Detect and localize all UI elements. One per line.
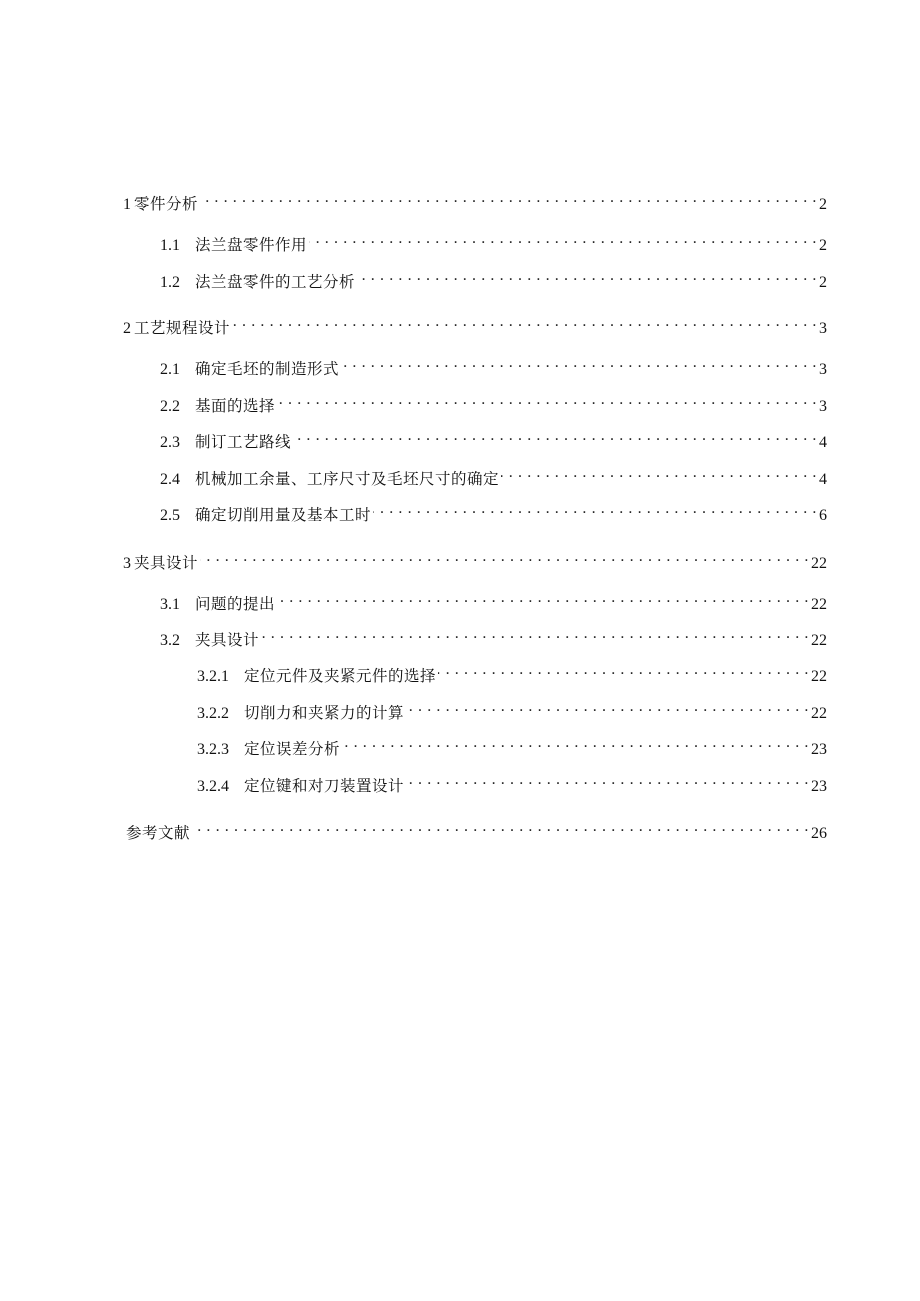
toc-entry-page: 2 <box>819 237 827 254</box>
toc-entry-title: 工艺规程设计 <box>134 319 231 337</box>
toc-entry-page: 23 <box>811 778 827 795</box>
toc-entry-page: 22 <box>811 632 827 649</box>
toc-entry-page: 4 <box>819 434 827 451</box>
toc-entry[interactable] <box>160 462 827 488</box>
toc-entry[interactable] <box>160 587 827 613</box>
toc-entry-page: 26 <box>811 825 827 842</box>
toc-entry-number: 3.1 <box>160 596 180 613</box>
toc-entry-page: 4 <box>819 471 827 488</box>
toc-entry-number: 1 <box>123 196 131 213</box>
toc-entry-number: 3.2.2 <box>197 705 229 722</box>
toc-dot-leader <box>406 696 809 718</box>
toc-dot-leader <box>277 587 809 609</box>
toc-dot-leader <box>200 546 809 568</box>
toc-dot-leader <box>438 659 809 681</box>
toc-dot-leader <box>261 623 809 645</box>
toc-entry[interactable] <box>160 498 827 524</box>
toc-entry-number: 1.2 <box>160 274 180 291</box>
toc-entry-number: 3.2.3 <box>197 741 229 758</box>
toc-entry-title: 零件分析 <box>134 195 199 213</box>
toc-entry[interactable] <box>123 816 827 842</box>
toc-entry-title: 法兰盘零件作用 <box>195 236 308 254</box>
toc-dot-leader <box>192 816 809 838</box>
toc-entry[interactable] <box>123 546 827 572</box>
toc-entry-page: 6 <box>819 507 827 524</box>
toc-dot-leader <box>357 265 817 287</box>
toc-entry-page: 3 <box>819 320 827 337</box>
toc-entry-number: 2.5 <box>160 507 180 524</box>
toc-entry-page: 23 <box>811 741 827 758</box>
toc-entry[interactable] <box>160 352 827 378</box>
toc-dot-leader <box>342 732 809 754</box>
toc-dot-leader <box>277 389 817 411</box>
toc-entry-page: 3 <box>819 398 827 415</box>
toc-entry[interactable] <box>197 769 827 795</box>
toc-dot-leader <box>200 187 817 209</box>
toc-entry[interactable] <box>160 425 827 451</box>
toc-dot-leader <box>406 769 809 791</box>
toc-dot-leader <box>293 425 817 447</box>
toc-entry-title: 基面的选择 <box>195 397 276 415</box>
toc-entry-page: 2 <box>819 274 827 291</box>
toc-entry-title: 夹具设计 <box>134 554 199 572</box>
toc-entry-page: 22 <box>811 668 827 685</box>
toc-entry-title: 机械加工余量、工序尺寸及毛坯尺寸的确定 <box>195 470 500 488</box>
toc-entry-page: 22 <box>811 555 827 572</box>
toc-entry[interactable] <box>160 228 827 254</box>
toc-dot-leader <box>373 498 817 520</box>
toc-entry-number: 2.2 <box>160 398 180 415</box>
toc-entry-number: 2.3 <box>160 434 180 451</box>
toc-entry-title: 问题的提出 <box>195 595 276 613</box>
toc-entry-page: 22 <box>811 596 827 613</box>
toc-entry-title: 确定切削用量及基本工时 <box>195 506 372 524</box>
toc-dot-leader <box>309 228 817 250</box>
toc-entry-page: 3 <box>819 361 827 378</box>
toc-dot-leader <box>232 311 817 333</box>
toc-entry-title: 夹具设计 <box>195 631 260 649</box>
toc-entry-number: 3.2.4 <box>197 778 229 795</box>
toc-entry-number: 3 <box>123 555 131 572</box>
toc-entry-title: 定位元件及夹紧元件的选择 <box>244 667 437 685</box>
toc-entry-number: 2 <box>123 320 131 337</box>
toc-entry[interactable] <box>197 659 827 685</box>
toc-entry-number: 1.1 <box>160 237 180 254</box>
toc-entry-title: 制订工艺路线 <box>195 433 292 451</box>
toc-entry-page: 22 <box>811 705 827 722</box>
toc-entry[interactable] <box>160 623 827 649</box>
toc-entry[interactable] <box>197 696 827 722</box>
toc-dot-leader <box>341 352 817 374</box>
toc-entry[interactable] <box>160 389 827 415</box>
toc-entry-number: 3.2.1 <box>197 668 229 685</box>
toc-entry-number: 2.1 <box>160 361 180 378</box>
toc-entry-number: 3.2 <box>160 632 180 649</box>
toc-entry-number: 2.4 <box>160 471 180 488</box>
toc-entry-title: 参考文献 <box>126 824 191 842</box>
toc-entry-title: 定位键和对刀装置设计 <box>244 777 405 795</box>
toc-dot-leader <box>501 462 817 484</box>
toc-entry-title: 定位误差分析 <box>244 740 341 758</box>
toc-entry[interactable] <box>160 265 827 291</box>
toc-entry[interactable] <box>197 732 827 758</box>
toc-entry[interactable] <box>123 187 827 213</box>
toc-entry-title: 法兰盘零件的工艺分析 <box>195 273 356 291</box>
toc-entry-page: 2 <box>819 196 827 213</box>
toc-entry-title: 切削力和夹紧力的计算 <box>244 704 405 722</box>
toc-entry-title: 确定毛坯的制造形式 <box>195 360 340 378</box>
toc-entry[interactable] <box>123 311 827 337</box>
